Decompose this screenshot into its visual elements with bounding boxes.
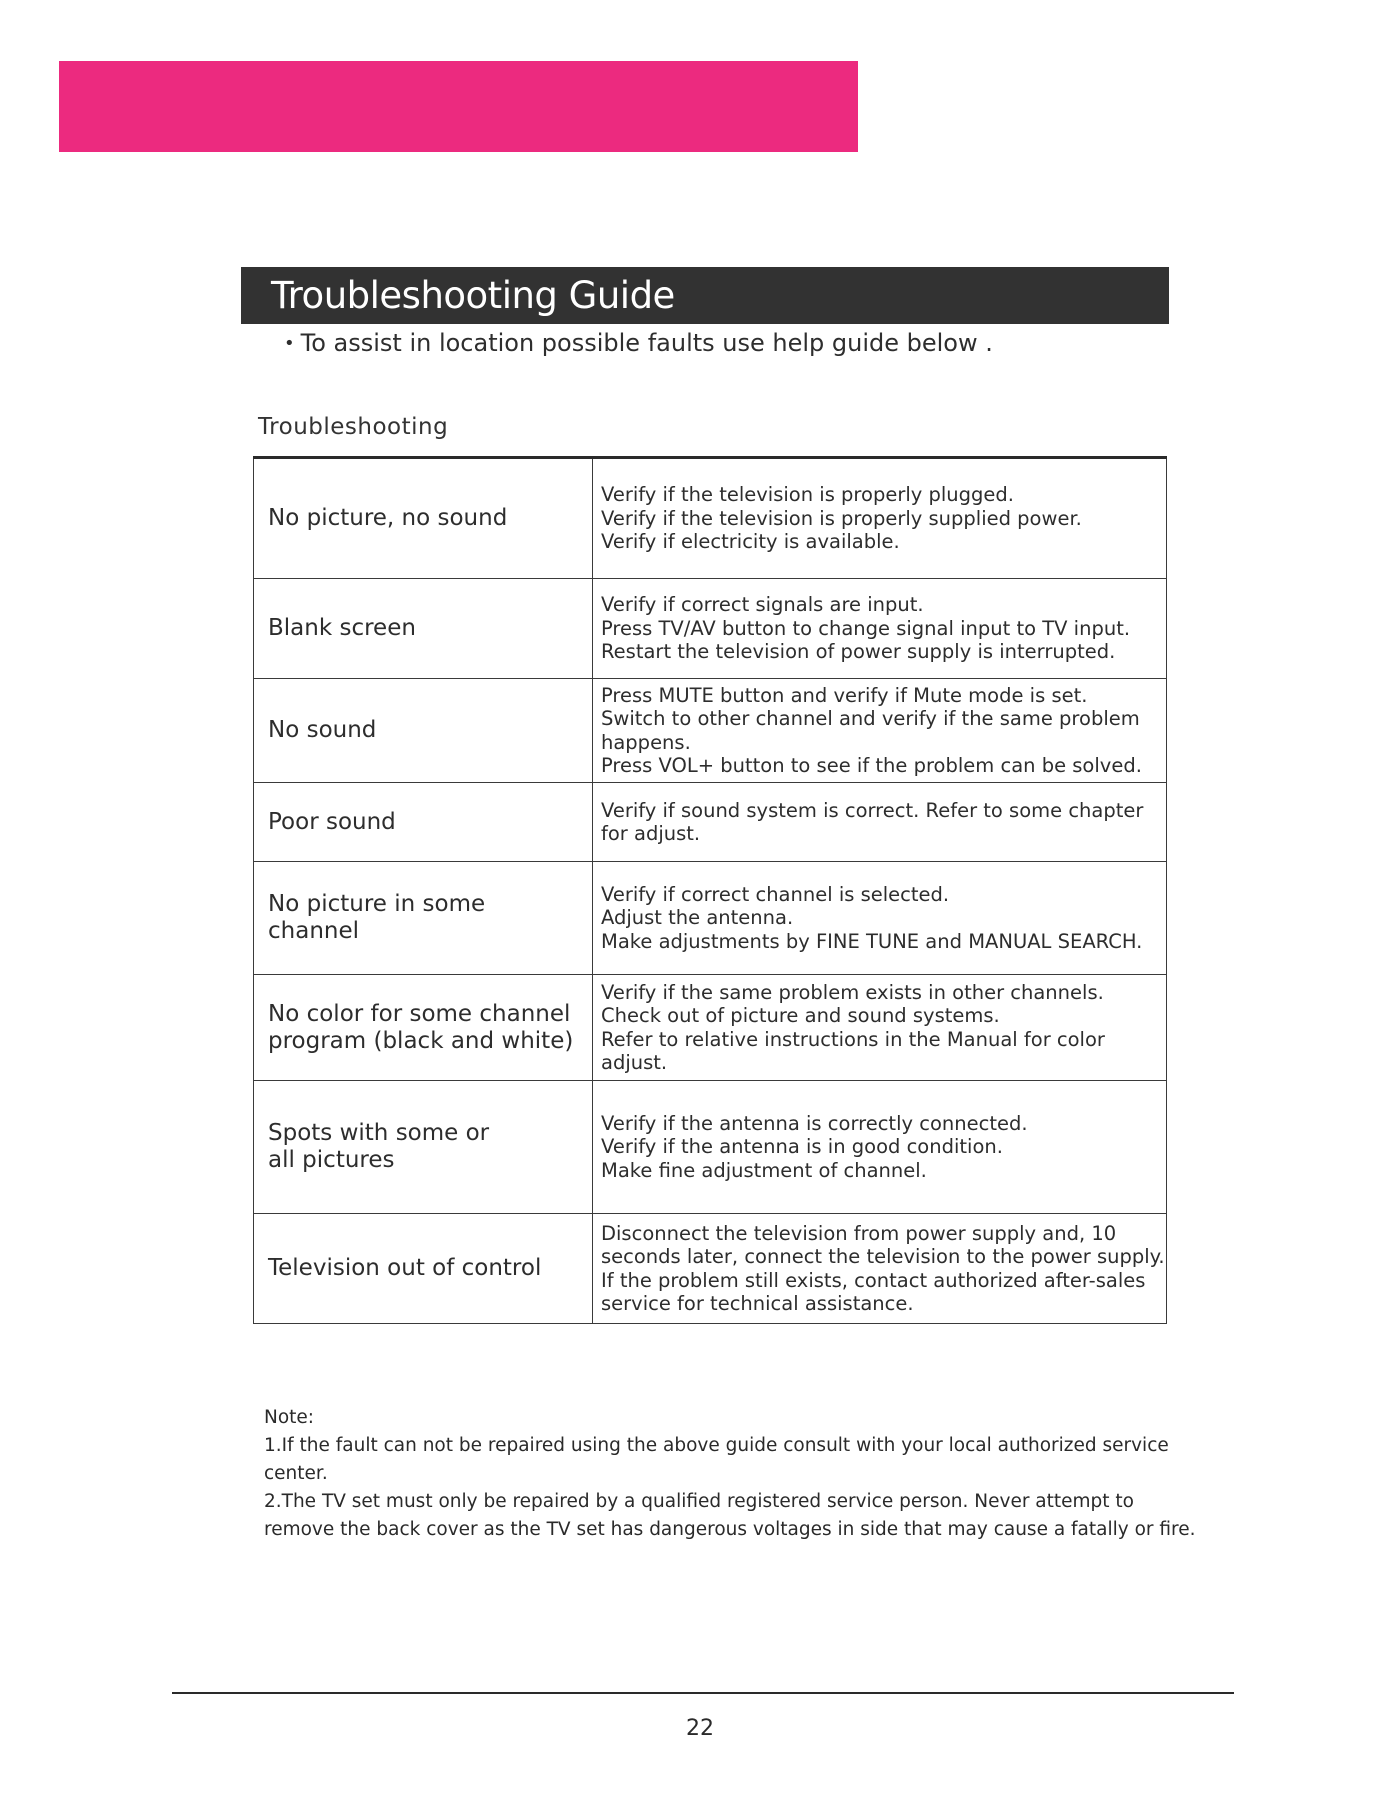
solution-cell — [593, 458, 1167, 579]
solution-cell — [593, 1081, 1167, 1214]
table-row — [254, 783, 1167, 862]
solution-line: Verify if the television is properly supplied power. — [601, 506, 1082, 530]
solution-line: Verify if the same problem exists in other channels. — [601, 980, 1104, 1004]
problem-cell: No color for some channel program (black and white) — [254, 975, 593, 1081]
note-title: Note: — [264, 1407, 315, 1428]
note-line: center. — [264, 1463, 328, 1484]
solution-line: Make adjustments by FINE TUNE and MANUAL SEARCH. — [601, 929, 1143, 953]
solution-line: Make fine adjustment of channel. — [601, 1158, 927, 1182]
solution-cell — [593, 1214, 1167, 1324]
note-line: remove the back cover as the TV set has dangerous voltages in side that may cause a fatally or fire. — [264, 1519, 1196, 1540]
problem-cell: Spots with some or all pictures — [254, 1081, 593, 1214]
section-title: Troubleshooting Guide — [241, 267, 1169, 324]
solution-line: adjust. — [601, 1051, 668, 1074]
page-number: 22 — [686, 1716, 714, 1741]
solution-line: Verify if electricity is available. — [601, 530, 900, 554]
solution-line: Refer to relative instructions in the Manual for color — [601, 1027, 1105, 1051]
solution-line: Switch to other channel and verify if the same problem — [601, 707, 1140, 730]
accent-bar — [59, 61, 858, 152]
table-row — [254, 679, 1167, 783]
note-line: 2.The TV set must only be repaired by a qualified registered service person. Never attempt to — [264, 1491, 1135, 1512]
solution-line: happens. — [601, 730, 691, 754]
solution-line: Verify if the antenna is correctly connected. — [601, 1111, 1028, 1135]
solution-line: Disconnect the television from power supply and, 10 — [601, 1221, 1117, 1245]
solution-cell — [593, 975, 1167, 1081]
solution-line: If the problem still exists, contact authorized after-sales — [601, 1268, 1146, 1292]
solution-line: Verify if correct signals are input. — [601, 593, 924, 617]
solution-line: Restart the television of power supply is interrupted. — [601, 640, 1116, 664]
solution-line: for adjust. — [601, 822, 701, 845]
table-row — [254, 975, 1167, 1081]
solution-line: seconds later, connect the television to the power supply. — [601, 1245, 1165, 1268]
solution-line: Press VOL+ button to see if the problem can be solved. — [601, 754, 1142, 777]
table-row — [254, 1081, 1167, 1214]
intro-text — [284, 329, 993, 357]
solution-line: Verify if the antenna is in good condition. — [601, 1135, 1003, 1159]
solution-line: Verify if sound system is correct. Refer to some chapter — [601, 798, 1144, 822]
table-row — [254, 458, 1167, 579]
solution-line: Check out of picture and sound systems. — [601, 1004, 1000, 1027]
solution-line: Press MUTE button and verify if Mute mode is set. — [601, 683, 1088, 707]
problem-cell: Poor sound — [254, 783, 593, 862]
bullet-icon: • — [284, 333, 295, 354]
table-caption: Troubleshooting — [258, 414, 449, 440]
problem-cell: Blank screen — [254, 579, 593, 679]
table-row — [254, 1214, 1167, 1324]
solution-cell — [593, 679, 1167, 783]
problem-cell: No picture, no sound — [254, 458, 593, 579]
note-block — [264, 1404, 1196, 1544]
solution-cell — [593, 783, 1167, 862]
solution-line: Verify if the television is properly plugged. — [601, 483, 1014, 507]
solution-cell — [593, 862, 1167, 975]
table-row — [254, 579, 1167, 679]
table-row — [254, 862, 1167, 975]
note-line: 1.If the fault can not be repaired using the above guide consult with your local authorized service — [264, 1435, 1169, 1456]
troubleshooting-table — [253, 456, 1167, 1324]
footer-divider — [172, 1692, 1234, 1694]
solution-cell — [593, 579, 1167, 679]
intro-text-content: To assist in location possible faults use help guide below . — [300, 329, 993, 357]
solution-line: Press TV/AV button to change signal input to TV input. — [601, 616, 1131, 640]
problem-cell: No sound — [254, 679, 593, 783]
solution-line: Verify if correct channel is selected. — [601, 882, 950, 906]
problem-cell: No picture in some channel — [254, 862, 593, 975]
solution-line: service for technical assistance. — [601, 1292, 914, 1315]
solution-line: Adjust the antenna. — [601, 906, 794, 930]
problem-cell: Television out of control — [254, 1214, 593, 1324]
